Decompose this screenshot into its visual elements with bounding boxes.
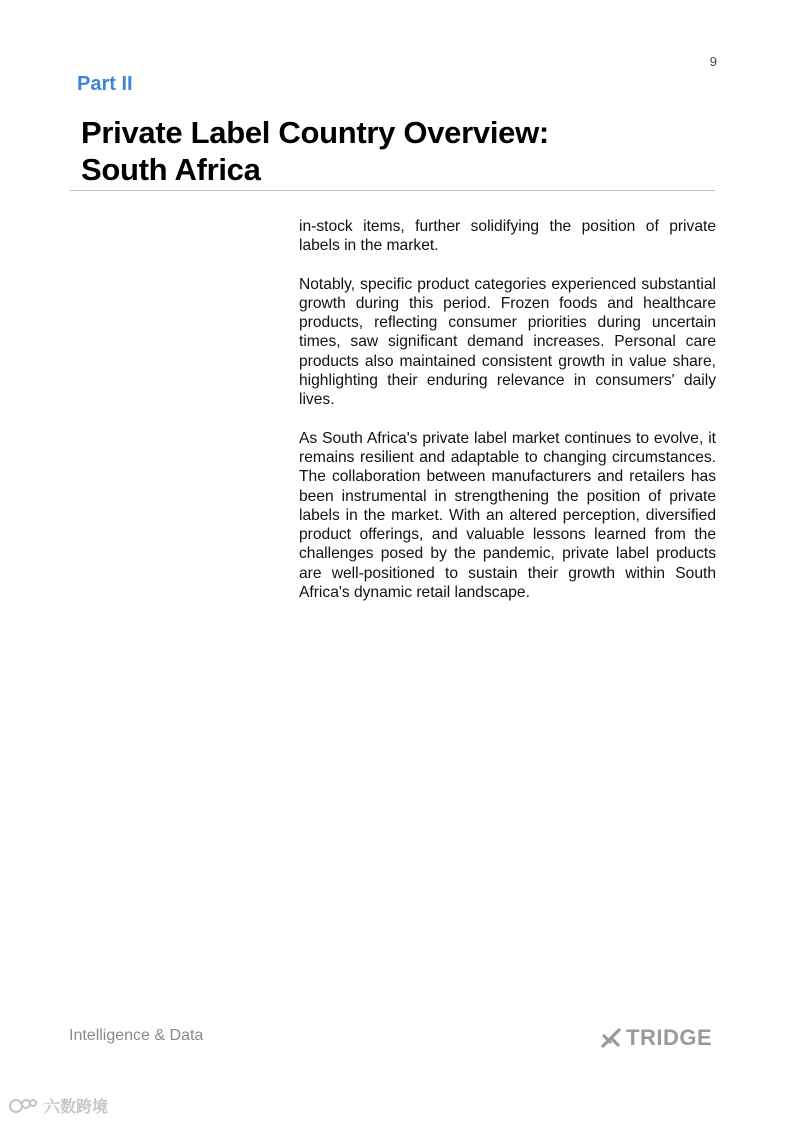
watermark-logo-icon [8, 1097, 38, 1115]
footer-tagline: Intelligence & Data [69, 1027, 204, 1044]
title-divider [70, 190, 715, 191]
brand-logo [600, 1025, 712, 1051]
brand-name: TRIDGE [626, 1025, 713, 1050]
tridge-logo-icon [600, 1027, 622, 1049]
body-text [299, 217, 716, 621]
watermark-text: 六数跨境 [44, 1099, 109, 1116]
section-label: Part II [77, 73, 133, 95]
watermark [8, 1094, 108, 1117]
page-number: 9 [709, 54, 717, 69]
paragraph: in-stock items, further solidifying the position of private labels in the market. [299, 218, 716, 255]
paragraph: Notably, specific product categories experienced substantial growth during this period. Frozen foods and healthcare products, reflecting consumer priorities during uncertain times, saw significant demand increases. Personal care products also maintained consistent growth in value share, highlighting their enduring relevance in consumers' daily lives. [299, 275, 716, 409]
page-title: Private Label Country Overview: South Africa [81, 115, 549, 187]
paragraph: As South Africa's private label market continues to evolve, it remains resilient and adaptable to changing circumstances. The collaboration between manufacturers and retailers has been instrumental in strengthening the position of private labels in the market. With an altered perception, diversified product offerings, and valuable lessons learned from the challenges posed by the pandemic, private label products are well-positioned to sustain their growth within South Africa's dynamic retail landscape. [299, 429, 716, 602]
